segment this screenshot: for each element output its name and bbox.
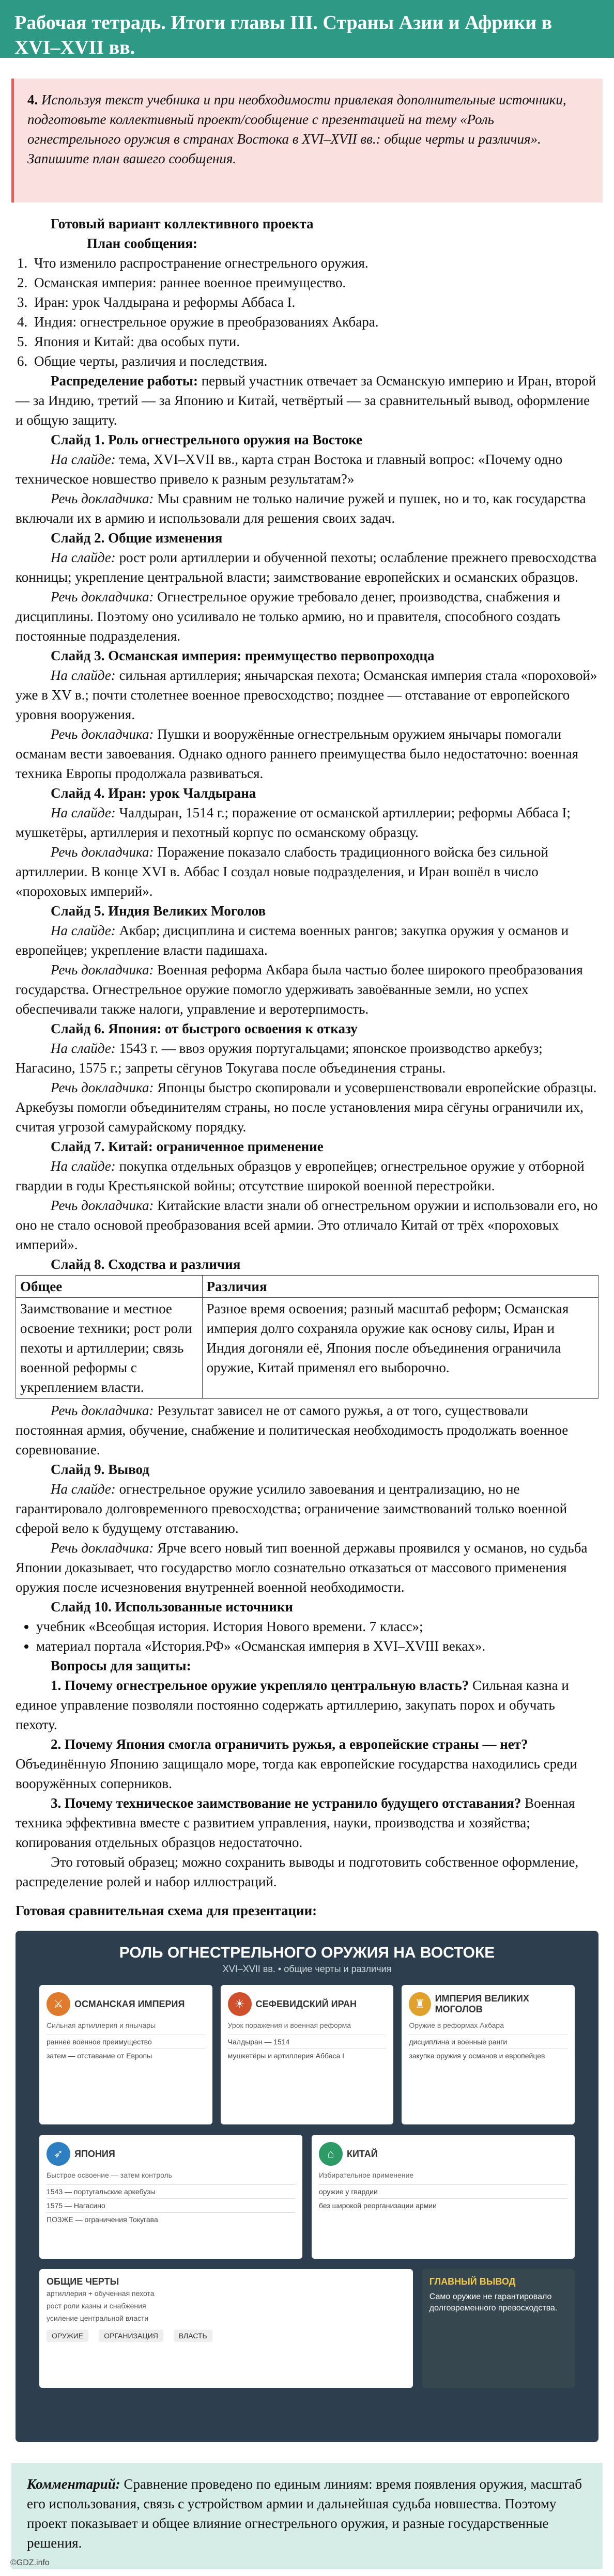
scheme-title: РОЛЬ ОГНЕСТРЕЛЬНОГО ОРУЖИЯ НА ВОСТОКЕ: [119, 1944, 495, 1961]
card-china: ⌂ КИТАЙ Избирательное применение оружие у гвардии без широкой реорганизации армии: [312, 2135, 575, 2259]
slide9-speech: Речь докладчика: Ярче всего новый тип военной державы проявился у османов, но судьба Японии доказывает, что государство могло сознательно отказаться от массового применения оружия после исчезновения внутренней военной необходимости.: [16, 1540, 588, 1595]
slide-content: На слайде: покупка отдельных образцов у европейцев; огнестрельное оружие у отборной гвардии в годы Крестьянской войны; отсутствие широкой военной перестройки.: [16, 1158, 585, 1193]
list-item: • учебник «Всеобщая история. История Нового времени. 7 класс»;: [36, 1617, 598, 1636]
scheme-row-middle: [39, 2135, 575, 2259]
comparison-table: [16, 1275, 598, 1399]
closing: Это готовый образец; можно сохранить выводы и подготовить собственное оформление, распределение ролей и набор иллюстраций.: [16, 1854, 579, 1889]
slide-title: Слайд 4. Иран: урок Чалдырана: [51, 785, 256, 801]
scheme-image: [16, 1931, 598, 2442]
table-cell-differences: Разное время освоения; разный масштаб реформ; Османская империя долго сохраняла оружие как основу силы, Иран и Индия догоняли её, Япония после объединения ограничила оружие, Китай применял его выборочно.: [202, 1298, 598, 1399]
list-item: 4. Индия: огнестрельное оружие в преобразованиях Акбара.: [31, 312, 598, 332]
distribution-label: Распределение работы:: [51, 373, 198, 389]
list-item: 1. Что изменило распространение огнестрельного оружия.: [31, 253, 598, 273]
slide9-title: Слайд 9. Вывод: [51, 1462, 149, 1477]
slide-title: Слайд 1. Роль огнестрельного оружия на Востоке: [51, 432, 363, 447]
qa-1: 1. Почему огнестрельное оружие укрепляло центральную власть? Сильная казна и единое управление позволяли постоянно содержать артиллерию, закупать порох и обучать пехоту.: [16, 1678, 569, 1732]
sun-icon: ☀: [228, 1992, 252, 2016]
main-conclusion: ГЛАВНЫЙ ВЫВОД Само оружие не гарантировало долговременного превосходства.: [422, 2269, 575, 2388]
slide-speech: Речь докладчика: Японцы быстро скопировали и усовершенствовали европейские образцы. Аркебузы помогли объединителям страны, но после установления мира сёгуны ограничили их, считая угрозой самурайскому порядку.: [16, 1080, 597, 1135]
slide-title: Слайд 2. Общие изменения: [51, 530, 223, 546]
common-features: ОБЩИЕ ЧЕРТЫ артиллерия + обученная пехота рост роли казны и снабжения усиление центральной власти ОРУЖИЕ ОРГАНИЗАЦИЯ ВЛАСТЬ: [39, 2269, 413, 2388]
solution-heading: Готовый вариант коллективного проекта: [51, 216, 314, 231]
slide10-title: Слайд 10. Использованные источники: [51, 1599, 293, 1615]
table-title: Слайд 8. Сходства и различия: [51, 1256, 241, 1272]
task-number: 4.: [27, 92, 38, 107]
slide-content: На слайде: сильная артиллерия; янычарская пехота; Османская империя стала «пороховой» уже в XV в.; почти столетнее военное превосходство; позднее — отставание от европейского уровня вооружения.: [16, 668, 597, 722]
slide9-slide: На слайде: огнестрельное оружие усилило завоевания и централизацию, но не гарантировало долговременного превосходства; ограничение заимствований только военной сферой вело к будущему отставанию.: [16, 1481, 567, 1536]
sources-list: [16, 1617, 598, 1656]
gun-icon: ➶: [47, 2142, 70, 2166]
task-text: Используя текст учебника и при необходимости привлекая дополнительные источники, подготовьте коллективный проект/сообщение с презентацией на тему «Роль огнестрельного оружия в странах Востока в XVI–XVII вв.: общие черты и различия». Запишите план вашего сообщения.: [27, 92, 566, 166]
qa-2: 2. Почему Япония смогла ограничить ружья, а европейские страны — нет? Объединённую Японию защищало море, тогда как европейские государства находились среди вооружённых соперников.: [16, 1736, 577, 1791]
slide-speech: Речь докладчика: Поражение показало слабость традиционного войска без сильной артиллерии. В конце XVI в. Аббас I создал новые подразделения, и Иран вошёл в число «пороховых империй».: [16, 844, 548, 899]
solution: [0, 214, 614, 1920]
slide-title: Слайд 7. Китай: ограниченное применение: [51, 1139, 324, 1154]
scheme-subtitle: XVI–XVII вв. • общие черты и различия: [222, 1964, 392, 1974]
slide-content: На слайде: 1543 г. — ввоз оружия португальцами; японское производство аркебуз; Нагасино, 1575 г.; запреты сёгунов Токугава после объединения страны.: [16, 1041, 543, 1076]
comment-label: Комментарий:: [27, 2476, 120, 2492]
slide-title: Слайд 3. Османская империя: преимущество первопроходца: [51, 648, 435, 663]
speech-label: Речь докладчика:: [51, 1403, 154, 1418]
distribution: [16, 371, 598, 430]
slide-title: Слайд 6. Япония: от быстрого освоения к отказу: [51, 1021, 358, 1036]
slide-speech: Речь докладчика: Китайские власти знали об огнестрельном оружии и использовали его, но оно не стало основой преобразования всей армии. Это отличало Китай от трёх «пороховых империй».: [16, 1198, 598, 1252]
plan-label: План сообщения:: [87, 236, 197, 251]
qa-3: 3. Почему техническое заимствование не устранило будущего отставания? Военная техника эффективна вместе с развитием управления, науки, производства и хозяйства; копирования отдельных образцов недостаточно.: [16, 1795, 575, 1850]
list-item: 6. Общие черты, различия и последствия.: [31, 351, 598, 371]
slide-content: На слайде: рост роли артиллерии и обученной пехоты; ослабление прежнего превосходства конницы; укрепление центральной власти; заимствование европейских и османских образцов.: [16, 550, 597, 585]
slide-content: На слайде: Акбар; дисциплина и система военных рангов; закупка оружия у османов и европейцев; укрепление власти падишаха.: [16, 923, 569, 958]
list-item: 5. Япония и Китай: два особых пути.: [31, 332, 598, 351]
defense-title: Вопросы для защиты:: [51, 1658, 191, 1673]
list-item: • материал портала «История.РФ» «Османская империя в XVI–XVIII веках».: [36, 1636, 598, 1656]
elephant-icon: ♜: [409, 1992, 431, 2016]
plan-list: [16, 253, 598, 371]
card-japan: ➶ ЯПОНИЯ Быстрое освоение — затем контроль 1543 — португальские аркебузы 1575 — Нагасино ПОЗЖЕ — ограничения Токугава: [39, 2135, 302, 2259]
distribution-text: первый участник отвечает за Османскую империю и Иран, второй — за Индию, третий — за Японию и Китай, четвёртый — за сравнительный вывод, оформление и общую защиту.: [16, 373, 596, 428]
card-india: ♜ ИМПЕРИЯ ВЕЛИКИХ МОГОЛОВ Оружие в реформах Акбара дисциплина и военные ранги закупка оружия у османов и европейцев: [402, 1985, 575, 2124]
slide-title: Слайд 5. Индия Великих Моголов: [51, 903, 266, 919]
comment-text: Сравнение проведено по единым линиям: время появления оружия, масштаб его использования, связь с устройством армии и дальнейшая судьба новшества. Поэтому проект показывает и общее влияние огнестрельного оружия, и разные государственные решения.: [27, 2476, 582, 2551]
task-box: [11, 79, 603, 203]
slide-content: На слайде: тема, XVI–XVII вв., карта стран Востока и главный вопрос: «Почему одно техническое новшество привело к разным результатам?»: [16, 452, 563, 487]
page-title: Рабочая тетрадь. Итоги главы III. Страны Азии и Африки в XVI–XVII вв.: [14, 12, 552, 58]
speech: [16, 1401, 598, 1460]
site-footer: ©GDZ.info: [10, 2558, 50, 2567]
slide-speech: Речь докладчика: Пушки и вооружённые огнестрельным оружием янычары помогали османам вести завоевания. Однако одного раннего преимущества было недостаточно: военная техника Европы продолжала развиваться.: [16, 726, 579, 781]
flow: ОРУЖИЕ ОРГАНИЗАЦИЯ ВЛАСТЬ: [47, 2330, 406, 2342]
card-iran: ☀ СЕФЕВИДСКИЙ ИРАН Урок поражения и военная реформа Чалдыран — 1514 мушкетёры и артиллерия Аббаса I: [221, 1985, 394, 2124]
cannon-icon: ⚔: [47, 1992, 70, 2016]
page-header: [0, 0, 614, 58]
table-cell-common: Заимствование и местное освоение техники; рост роли пехоты и артиллерии; связь военной реформы с укреплением власти.: [16, 1298, 203, 1399]
slide-speech: Речь докладчика: Военная реформа Акбара была частью более широкого преобразования государства. Огнестрельное оружие помогло удерживать завоёванные земли, но успех обеспечивали также налоги, управление и веротерпимость.: [16, 962, 583, 1017]
card-ottoman: ⚔ ОСМАНСКАЯ ИМПЕРИЯ Сильная артиллерия и янычары раннее военное преимущество затем — отставание от Европы: [39, 1985, 212, 2124]
pagoda-icon: ⌂: [319, 2142, 343, 2166]
comment-box: [11, 2463, 603, 2569]
slides: [16, 430, 598, 1254]
scheme-label: Готовая сравнительная схема для презентации:: [16, 1903, 317, 1918]
list-item: 3. Иран: урок Чалдырана и реформы Аббаса I.: [31, 292, 598, 312]
slide-speech: Речь докладчика: Огнестрельное оружие требовало денег, производства, снабжения и дисциплины. Поэтому оно усиливало не только армию, но и правителя, способного создать постоянные подразделения.: [16, 589, 561, 644]
list-item: 2. Османская империя: раннее военное преимущество.: [31, 273, 598, 292]
table-header-common: Общее: [16, 1276, 203, 1298]
scheme-row-top: [39, 1985, 575, 2124]
scheme-row-bottom: [39, 2269, 575, 2388]
slide-speech: Речь докладчика: Мы сравним не только наличие ружей и пушек, но и то, как государства включали их в армию и использовали для решения своих задач.: [16, 491, 586, 526]
speech-text: Результат зависел не от самого ружья, а от того, существовали постоянная армия, обучение, снабжение и политическая необходимость продолжать военное соревнование.: [16, 1403, 569, 1457]
table-header-differences: Различия: [202, 1276, 598, 1298]
slide-content: На слайде: Чалдыран, 1514 г.; поражение от османской артиллерии; реформы Аббаса I; мушкетёры, артиллерия и пехотный корпус по османскому образцу.: [16, 805, 571, 840]
